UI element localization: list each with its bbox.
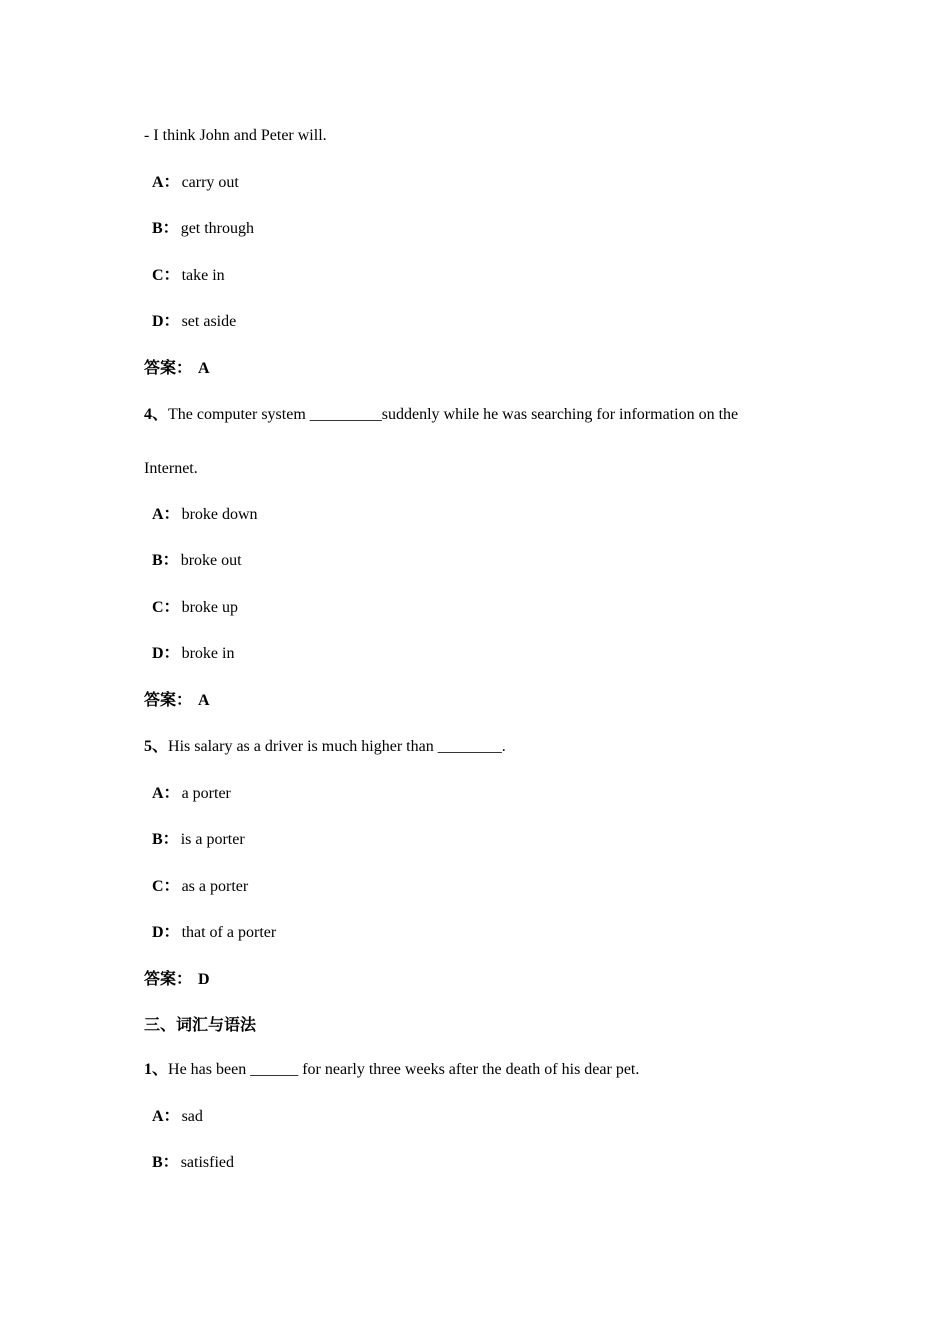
q4-question <box>144 405 738 425</box>
s3q1-option-b <box>152 1153 234 1173</box>
option-letter: B： <box>152 1154 179 1171</box>
question-number: 1、 <box>144 1061 169 1078</box>
option-letter: A： <box>152 1108 180 1125</box>
option-letter: A： <box>152 174 180 191</box>
answer-value: A <box>198 692 210 709</box>
q4-option-d <box>152 644 234 664</box>
option-letter: C： <box>152 267 180 284</box>
q5-answer <box>144 970 210 990</box>
option-letter: D： <box>152 924 180 941</box>
option-text: carry out <box>181 174 239 191</box>
q4-option-c <box>152 598 238 618</box>
q5-question <box>144 737 506 757</box>
s3q1-question <box>144 1060 639 1080</box>
option-text: broke in <box>181 645 235 662</box>
option-letter: C： <box>152 599 180 616</box>
answer-label: 答案： <box>144 360 193 377</box>
section-heading <box>144 1016 256 1036</box>
answer-label: 答案： <box>144 692 193 709</box>
option-letter: C： <box>152 878 180 895</box>
q5-option-b <box>152 830 245 850</box>
dialogue-text: - I think John and Peter will. <box>144 127 327 144</box>
option-letter: A： <box>152 506 180 523</box>
q5-option-d <box>152 923 276 943</box>
option-text: that of a porter <box>181 924 277 941</box>
option-letter: A： <box>152 785 180 802</box>
question-text: The computer system _________suddenly while he was searching for information on the <box>168 406 739 423</box>
option-text: broke up <box>181 599 238 616</box>
q3-answer <box>144 359 210 379</box>
q5-option-a <box>152 784 231 804</box>
answer-value: D <box>198 971 210 988</box>
question-text: His salary as a driver is much higher than ________. <box>168 738 506 755</box>
answer-value: A <box>198 360 210 377</box>
option-text: get through <box>180 220 255 237</box>
option-text: take in <box>181 267 225 284</box>
question-number: 4、 <box>144 406 169 423</box>
q5-option-c <box>152 877 248 897</box>
option-letter: B： <box>152 831 179 848</box>
dialogue-line <box>144 126 327 146</box>
s3q1-option-a <box>152 1107 203 1127</box>
section-heading-text: 三、词汇与语法 <box>144 1017 257 1034</box>
q3-option-b <box>152 219 254 239</box>
q3-option-a <box>152 173 239 193</box>
answer-label: 答案： <box>144 971 193 988</box>
q4-option-a <box>152 505 258 525</box>
q4-option-b <box>152 551 242 571</box>
option-text: broke down <box>181 506 258 523</box>
q3-option-c <box>152 266 225 286</box>
option-text: a porter <box>181 785 231 802</box>
question-text: Internet. <box>144 460 198 477</box>
question-number: 5、 <box>144 738 169 755</box>
question-text: He has been ______ for nearly three weeks after the death of his dear pet. <box>168 1061 640 1078</box>
option-letter: B： <box>152 220 179 237</box>
option-text: set aside <box>181 313 237 330</box>
option-letter: B： <box>152 552 179 569</box>
option-text: satisfied <box>180 1154 235 1171</box>
q4-answer <box>144 691 210 711</box>
option-letter: D： <box>152 313 180 330</box>
option-text: is a porter <box>180 831 245 848</box>
q4-question-continued <box>144 459 198 479</box>
option-letter: D： <box>152 645 180 662</box>
option-text: broke out <box>180 552 242 569</box>
option-text: sad <box>181 1108 203 1125</box>
option-text: as a porter <box>181 878 249 895</box>
q3-option-d <box>152 312 236 332</box>
